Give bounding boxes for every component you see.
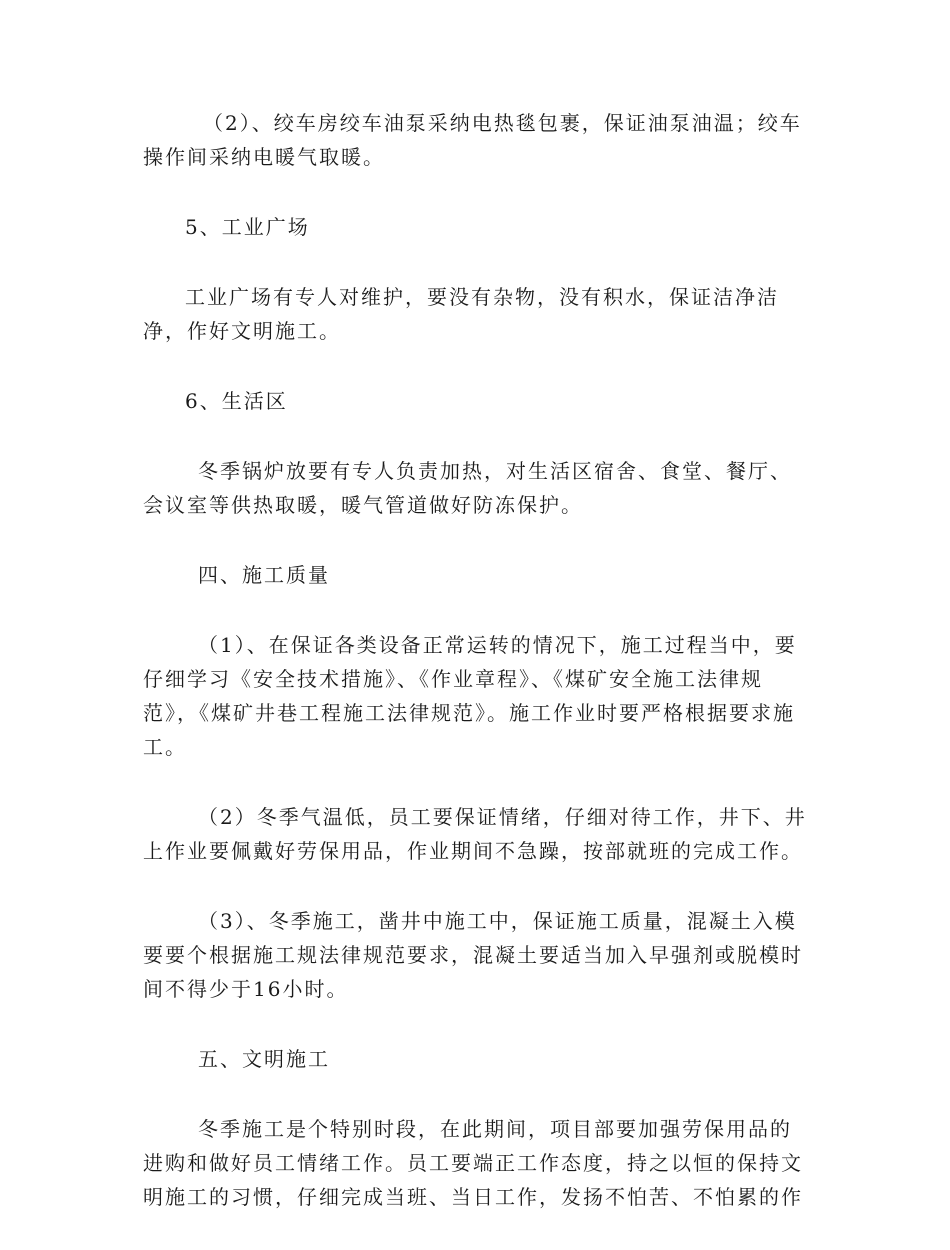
- section-heading-construction-quality: 四、施工质量: [198, 563, 330, 587]
- paragraph-civilized-construction: 冬季施工是个特别时段，在此期间，项目部要加强劳保用品的进购和做好员工情绪工作。员工要端正工作态度，持之以恒的保持文明施工的习惯，仔细完成当班、当日工作，发扬不怕苦、不怕累的作: [143, 1117, 803, 1209]
- document-body: [143, 106, 808, 1250]
- paragraph-winch-room: （2）、绞车房绞车油泵采纳电热毯包裹，保证油泵油温；绞车操作间采纳电暖气取暖。: [143, 111, 802, 169]
- paragraph-living-area: 冬季锅炉放要有专人负责加热，对生活区宿舍、食堂、餐厅、会议室等供热取暖，暖气管道做好防冻保护。: [143, 459, 792, 517]
- section-heading-industrial-square: 5、工业广场: [185, 215, 310, 239]
- paragraph-quality-3: （3）、冬季施工，凿井中施工中，保证施工质量，混凝土入模要要个根据施工规法律规范要求，混凝土要适当加入早强剂或脱模时间不得少于16小时。: [143, 909, 803, 1001]
- paragraph-industrial-square: 工业广场有专人对维护，要没有杂物，没有积水，保证洁净洁净，作好文明施工。: [143, 285, 779, 343]
- paragraph-quality-1: （1）、在保证各类设备正常运转的情况下，施工过程当中，要仔细学习《安全技术措施》、《作业章程》、《煤矿安全施工法律规范》，《煤矿井巷工程施工法律规范》。施工作业时要严格根据要求施工。: [143, 633, 797, 759]
- section-heading-civilized-construction: 五、文明施工: [198, 1047, 330, 1071]
- section-heading-living-area: 6、生活区: [185, 389, 288, 413]
- paragraph-quality-2: （2）冬季气温低，员工要保证情绪，仔细对待工作，井下、井上作业要佩戴好劳保用品，作业期间不急躁，按部就班的完成工作。: [143, 805, 807, 863]
